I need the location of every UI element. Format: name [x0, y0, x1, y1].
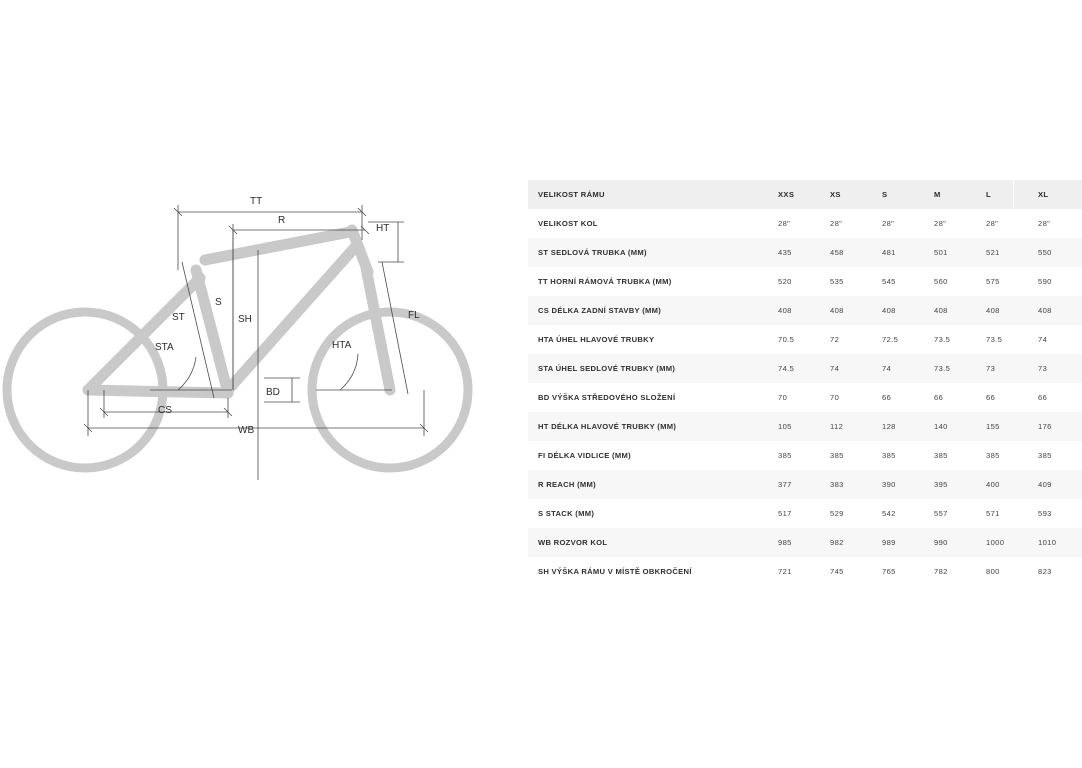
row-value-xxs: 385 [770, 441, 822, 470]
row-value-m: 501 [926, 238, 978, 267]
seat-stay [88, 278, 200, 390]
row-value-l: 385 [978, 441, 1030, 470]
row-value-s: 128 [874, 412, 926, 441]
row-label: ST SEDLOVÁ TRUBKA (MM) [528, 238, 770, 267]
row-value-m: 557 [926, 499, 978, 528]
row-value-xxs: 985 [770, 528, 822, 557]
table-row [528, 267, 1082, 296]
table-right-edge-clip [1013, 180, 1024, 209]
label-tt: TT [250, 196, 263, 207]
row-value-s: 28" [874, 209, 926, 238]
row-value-xl: 409 [1030, 470, 1082, 499]
table-row [528, 441, 1082, 470]
chain-stay [88, 390, 228, 393]
header-size-xxs: XXS [770, 180, 822, 209]
geometry-table-element [528, 180, 1082, 586]
row-value-xs: 458 [822, 238, 874, 267]
row-value-xs: 28" [822, 209, 874, 238]
label-wb: WB [238, 425, 255, 436]
row-label: VELIKOST KOL [528, 209, 770, 238]
row-value-xxs: 408 [770, 296, 822, 325]
row-value-l: 73.5 [978, 325, 1030, 354]
row-value-xl: 28" [1030, 209, 1082, 238]
row-value-xl: 593 [1030, 499, 1082, 528]
row-value-xs: 112 [822, 412, 874, 441]
header-label-cell: VELIKOST RÁMU [528, 180, 770, 209]
geometry-table [528, 180, 1057, 586]
label-hta: HTA [332, 340, 352, 351]
row-value-m: 385 [926, 441, 978, 470]
row-value-s: 66 [874, 383, 926, 412]
row-value-s: 989 [874, 528, 926, 557]
header-size-xs: XS [822, 180, 874, 209]
row-value-l: 66 [978, 383, 1030, 412]
header-size-xl: XL [1030, 180, 1082, 209]
row-value-xl: 1010 [1030, 528, 1082, 557]
row-value-xs: 982 [822, 528, 874, 557]
row-value-xs: 745 [822, 557, 874, 586]
row-value-s: 408 [874, 296, 926, 325]
row-value-l: 575 [978, 267, 1030, 296]
row-value-l: 408 [978, 296, 1030, 325]
label-fl: FL [408, 310, 420, 321]
row-value-l: 800 [978, 557, 1030, 586]
row-value-xxs: 520 [770, 267, 822, 296]
label-cs: CS [158, 405, 172, 416]
row-value-s: 72.5 [874, 325, 926, 354]
row-value-s: 542 [874, 499, 926, 528]
row-label: HT DÉLKA HLAVOVÉ TRUBKY (MM) [528, 412, 770, 441]
row-label: HTA ÚHEL HLAVOVÉ TRUBKY [528, 325, 770, 354]
row-value-xs: 385 [822, 441, 874, 470]
row-value-l: 521 [978, 238, 1030, 267]
label-sh: SH [238, 314, 252, 325]
row-value-s: 545 [874, 267, 926, 296]
row-value-l: 400 [978, 470, 1030, 499]
row-value-m: 560 [926, 267, 978, 296]
header-size-l: L [978, 180, 1030, 209]
row-value-m: 408 [926, 296, 978, 325]
row-label: WB ROZVOR KOL [528, 528, 770, 557]
row-value-xl: 590 [1030, 267, 1082, 296]
header-size-m: M [926, 180, 978, 209]
label-bd: BD [266, 387, 280, 398]
label-sta: STA [155, 342, 174, 353]
row-value-xs: 74 [822, 354, 874, 383]
bicycle-geometry-diagram [0, 150, 520, 550]
row-value-xs: 72 [822, 325, 874, 354]
row-value-xl: 550 [1030, 238, 1082, 267]
row-value-xl: 176 [1030, 412, 1082, 441]
table-row [528, 499, 1082, 528]
label-r: R [278, 215, 286, 226]
table-row [528, 209, 1082, 238]
table-row [528, 354, 1082, 383]
row-value-l: 28" [978, 209, 1030, 238]
row-value-xs: 535 [822, 267, 874, 296]
row-value-m: 782 [926, 557, 978, 586]
row-label: S STACK (MM) [528, 499, 770, 528]
table-row [528, 325, 1082, 354]
table-row [528, 238, 1082, 267]
row-value-m: 140 [926, 412, 978, 441]
label-ht: HT [376, 223, 390, 234]
row-value-m: 66 [926, 383, 978, 412]
row-value-l: 73 [978, 354, 1030, 383]
row-value-xs: 408 [822, 296, 874, 325]
row-label: CS DÉLKA ZADNÍ STAVBY (MM) [528, 296, 770, 325]
sta-angle-arc [178, 357, 196, 390]
hta-angle-arc [340, 354, 358, 390]
row-value-xxs: 70 [770, 383, 822, 412]
row-value-xxs: 517 [770, 499, 822, 528]
row-value-xl: 73 [1030, 354, 1082, 383]
row-value-xl: 74 [1030, 325, 1082, 354]
row-value-l: 1000 [978, 528, 1030, 557]
row-label: FI DÉLKA VIDLICE (MM) [528, 441, 770, 470]
row-value-l: 571 [978, 499, 1030, 528]
row-value-s: 385 [874, 441, 926, 470]
row-label: SH VÝŠKA RÁMU V MÍSTĚ OBKROČENÍ [528, 557, 770, 586]
row-value-xl: 408 [1030, 296, 1082, 325]
top-tube [205, 232, 350, 260]
row-value-xxs: 28" [770, 209, 822, 238]
table-row [528, 296, 1082, 325]
row-value-xs: 383 [822, 470, 874, 499]
row-value-xs: 529 [822, 499, 874, 528]
row-value-xxs: 721 [770, 557, 822, 586]
row-value-m: 73.5 [926, 325, 978, 354]
diagram-svg [0, 150, 520, 550]
row-value-s: 390 [874, 470, 926, 499]
row-value-l: 155 [978, 412, 1030, 441]
row-value-xs: 70 [822, 383, 874, 412]
row-value-xl: 823 [1030, 557, 1082, 586]
row-value-xxs: 105 [770, 412, 822, 441]
table-header-row [528, 180, 1082, 209]
table-row [528, 528, 1082, 557]
row-value-xxs: 70.5 [770, 325, 822, 354]
row-value-xxs: 74.5 [770, 354, 822, 383]
row-label: TT HORNÍ RÁMOVÁ TRUBKA (MM) [528, 267, 770, 296]
seat-tube [196, 270, 228, 393]
row-value-xxs: 377 [770, 470, 822, 499]
label-s: S [215, 297, 222, 308]
table-row [528, 557, 1082, 586]
row-label: R REACH (MM) [528, 470, 770, 499]
row-label: STA ÚHEL SEDLOVÉ TRUBKY (MM) [528, 354, 770, 383]
row-value-s: 74 [874, 354, 926, 383]
row-value-m: 28" [926, 209, 978, 238]
row-value-s: 481 [874, 238, 926, 267]
row-value-xl: 66 [1030, 383, 1082, 412]
row-label: BD VÝŠKA STŘEDOVÉHO SLOŽENÍ [528, 383, 770, 412]
row-value-m: 395 [926, 470, 978, 499]
row-value-xl: 385 [1030, 441, 1082, 470]
row-value-m: 990 [926, 528, 978, 557]
row-value-xxs: 435 [770, 238, 822, 267]
label-st: ST [172, 312, 185, 323]
wheels-group [7, 312, 468, 468]
table-row [528, 470, 1082, 499]
header-size-s: S [874, 180, 926, 209]
table-row [528, 383, 1082, 412]
row-value-s: 765 [874, 557, 926, 586]
table-row [528, 412, 1082, 441]
frame-tubes-group [88, 230, 390, 393]
row-value-m: 73.5 [926, 354, 978, 383]
